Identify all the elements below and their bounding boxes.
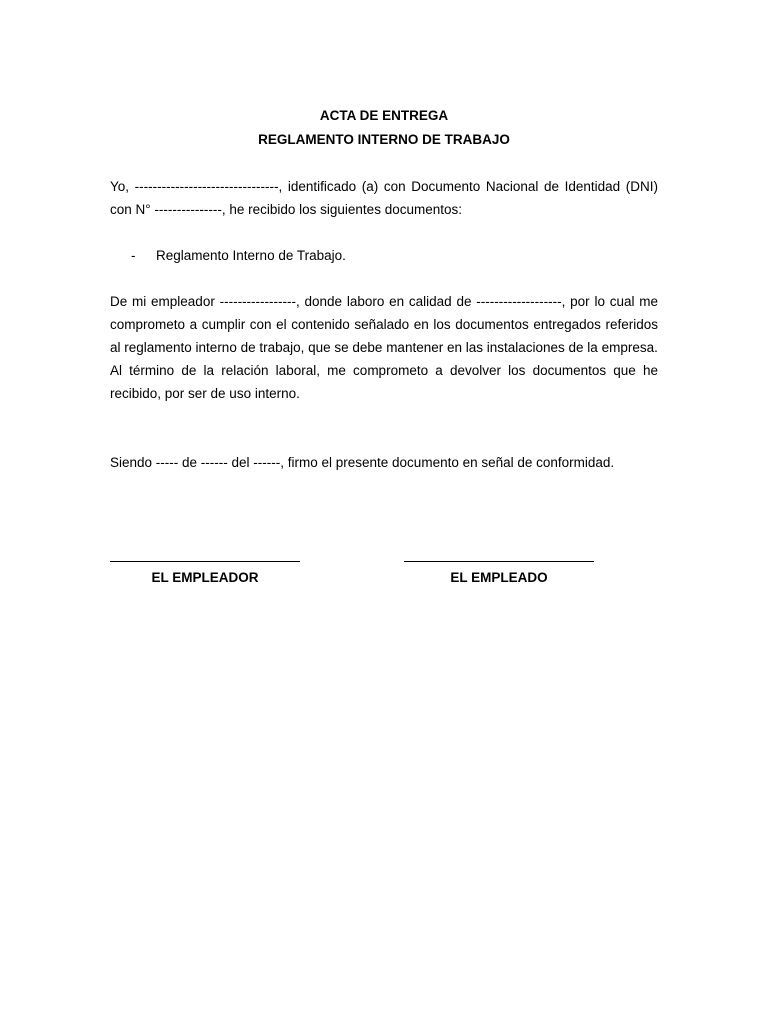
employee-signature-line [404, 561, 594, 562]
return-paragraph: Al término de la relación laboral, me comprometo a devolver los documentos que he recibido, por ser de uso interno. [110, 363, 658, 401]
list-item-label: Reglamento Interno de Trabajo. [156, 248, 346, 263]
document-title: ACTA DE ENTREGA [319, 108, 449, 123]
document-subtitle: REGLAMENTO INTERNO DE TRABAJO [258, 132, 510, 147]
list-item [131, 244, 346, 267]
employer-signature-block [110, 545, 300, 586]
intro-paragraph: Yo, --------------------------------, identificado (a) con Documento Nacional de Identidad (DNI) con N° ---------------, he recibido los siguientes documentos: [110, 179, 658, 217]
employee-signature-label: EL EMPLEADO [450, 570, 548, 585]
employer-signature-line [110, 561, 300, 562]
employer-paragraph: De mi empleador -----------------, donde laboro en calidad de -------------------, por lo cual me comprometo a cumplir con el contenido señalado en los documentos entregados referidos al reglamento interno de trabajo, que se debe mantener en las instalaciones de la empresa. [110, 294, 658, 355]
employee-signature-block [404, 545, 594, 586]
closing-paragraph: Siendo ----- de ------ del ------, firmo el presente documento en señal de conformidad. [110, 455, 615, 470]
body-section [110, 290, 658, 405]
list-bullet: - [131, 248, 136, 263]
employer-signature-label: EL EMPLEADOR [151, 570, 259, 585]
